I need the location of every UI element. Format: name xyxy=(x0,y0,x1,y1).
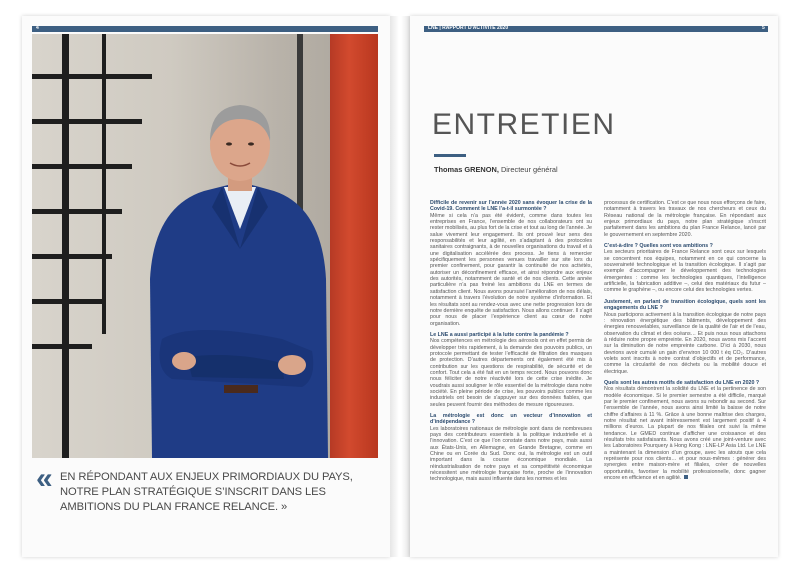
title-underline xyxy=(434,154,466,157)
stair-step xyxy=(32,254,112,259)
open-quote-icon: « xyxy=(36,462,53,495)
interview-answer: Les laboratoires nationaux de métrologie sont dans de nombreuses pays des contributeurs essentiels à la politique industrielle et à l’innovation. C’est ce que l’on constate dans notre pays, mais aussi aux États-Unis, en Allemagne, en Grande Bretagne, comme en Chine ou en Corée du Sud. Donc oui, la métrologie est un outil important dans la course économique mondiale. La réindustrialisation de notre pays et sa compétitivité économique nécessitent une métrologie française forte, proche de l’innovation technologique, mais aussi influente dans les normes et les xyxy=(430,425,592,483)
pull-quote-text: EN RÉPONDANT AUX ENJEUX PRIMORDIAUX DU PAYS, NOTRE PLAN STRATÉGIQUE S’INSCRIT DANS LES AMBITIONS DU PLAN FRANCE RELANCE. xyxy=(60,471,353,513)
right-page xyxy=(410,16,778,557)
interview-question: Quels sont les autres motifs de satisfaction du LNE en 2020 ? xyxy=(604,379,760,386)
interview-question: Le LNE a aussi participé à la lutte contre la pandémie ? xyxy=(430,331,569,338)
close-quote-icon: » xyxy=(281,501,288,513)
interview-question: C’est-à-dire ? Quelles sont vos ambitions ? xyxy=(604,243,713,250)
interview-question: Difficile de revenir sur l’année 2020 sans évoquer la crise de la Covid-19. Comment le LNE l’a-t-il surmontée ? xyxy=(430,200,592,213)
interview-answer: Même si cela n’a pas été évident, comme dans toutes les entreprises en France, l’ensemble de nos collaborateurs ont su rester mobilisés, au plus fort de la crise et tout au long de l’année. Je salue vivement leur engagement. Ils ont prouvé leur sens des responsabilités et leur agilité, en s’adaptant à des protocoles sanitaires contraignants, à de nouvelles organisations du travail et à une digitalisation accélérée des process. Je tiens à remercier spécifiquement les personnes venues travailler sur site lors du premier confinement, pour garantir la continuité de nos activités, autoriser un déconfinement efficace, et ainsi répondre aux enjeux des autorités, notamment de santé et de nos clients. Cette année particulière n’a pas freiné les ambitions du LNE en termes de satisfaction client. Nous avons poursuivi l’amélioration de nos délais, notamment à travers l’évolution de notre système d’information. Et les résultats sont au rendez-vous avec une nette progression lors de notre dernière enquête de satisfaction. Nous allons continuer. Il s’agit pour nous de placer l’expérience client au cœur de notre organisation. xyxy=(430,212,592,327)
interviewee-name: Thomas GRENON, xyxy=(434,165,499,174)
interview-question: La métrologie est donc un vecteur d’innovation et d’indépendance ? xyxy=(430,413,592,426)
stair-step xyxy=(32,209,122,214)
interviewee-role: Directeur général xyxy=(498,165,558,174)
left-page xyxy=(22,16,390,557)
page-number: 5 xyxy=(762,25,765,31)
interview-answer: Nous participons activement à la transition écologique de notre pays : rénovation énergétique des bâtiments, développement des énergies renouvelables, surveillance de la qualité de l’air et de l’eau, observation du climat et des océans… Et puis nous nous attachons à réduire notre propre empreinte. En 2020, nous avons mis l’accent sur la diminution de notre empreinte carbone. D’ici à 2030, nous devrions avoir cumulé un gain d’environ 10 000 t éq CO₂. D’autres volets sont inscrits à notre contrat d’objectifs et de performance, comme la circularité de nos déchets ou la mobilité douce et électrique. xyxy=(604,311,766,375)
header-text: LNE | RAPPORT D'ACTIVITÉ 2020 xyxy=(428,25,509,31)
text-column-left xyxy=(430,200,592,483)
interview-answer: processus de certification. C’est ce que nous nous efforçons de faire, notamment à travers les travaux de nos chercheurs et ceux du Réseau national de la métrologie française. En répondant aux enjeux primordiaux du pays, notre plan stratégique s’inscrit parfaitement dans les ambitions du plan France Relance, lancé par le gouvernement en septembre 2020. xyxy=(604,200,766,238)
interviewee-line xyxy=(434,165,558,174)
interview-answer: Les secteurs prioritaires de France Relance sont ceux sur lesquels se concentrent nos équipes, notamment en ce qui concerne la souveraineté technologique et la transition écologique. Il s’agit par exemple d’accompagner le développement des technologies émergentes : comme les technologies quantiques, l’intelligence artificielle, la fabrication additive –, celui des matériaux du futur – comme le graphène –, ou encore celui des technologies vertes. xyxy=(604,249,766,294)
stair-step xyxy=(32,344,92,349)
header-bar xyxy=(32,26,378,32)
page-number: 4 xyxy=(36,25,39,31)
person-illustration xyxy=(132,89,342,458)
text-column-right xyxy=(604,200,766,481)
interview-question: Justement, en parlant de transition écologique, quels sont les engagements du LNE ? xyxy=(604,298,766,312)
stair-step xyxy=(32,74,152,79)
portrait-photo xyxy=(32,34,378,458)
end-mark-icon xyxy=(684,475,688,479)
pull-quote xyxy=(60,470,378,515)
stair-post xyxy=(102,34,106,334)
stair-step xyxy=(32,119,142,124)
stair-step xyxy=(32,164,132,169)
interview-answer: Nos résultats démontrent la solidité du LNE et la pertinence de son modèle économique. Si le premier semestre a été difficile, marqué par le premier confinement, nous avons su rebondir au second. Sur l’ensemble de l’année, nous avons ainsi limité la baisse de notre chiffre d’affaires à 11 %. Grâce à une bonne maîtrise des charges, notre résultat net avant intéressement est largement positif à 4 millions d’euros. La plupart de nos filiales ont suivi la même tendance. Le GMED continue d’afficher une croissance et des résultats très satisfaisants. Nous avons créé une joint-venture avec les Laboratoires Pourquery à Hong Kong : LNE-LP Asia Ltd. Le LNE a maintenant la dimension d’un groupe, avec les atouts que cela représente pour nos clients… et pour nous-mêmes : générer des synergies entre maison-mère et filiales, créer de nouvelles opportunités, favoriser la mobilité professionnelle, donc gagner encore en efficience et en agilité. xyxy=(604,386,766,482)
interview-answer: Nos compétences en métrologie des aérosols ont en effet permis de développer très rapidement, à la demande des pouvoirs publics, un protocole permettant de tester l’efficacité de filtration des masques de protection. D’autres départements ont également été mis à contribution sur les questions de respirabilité, de sécurité et de confort. Tout cela a été fait en un temps record. Nous pouvons donc nous féliciter de notre réactivité lors de cette crise inédite. Je voudrais aussi souligner le rôle essentiel de la métrologie dans notre société. En pleine période de crise, les pouvoirs publics comme les industriels ont besoin de s’appuyer sur des données fiables, que seules peuvent fournir des méthodes de mesure rigoureuses. xyxy=(430,338,592,408)
spine xyxy=(390,16,410,557)
stair-step xyxy=(32,299,102,304)
stair-post xyxy=(62,34,69,458)
page-title: ENTRETIEN xyxy=(432,108,616,141)
interview-answer-final xyxy=(604,386,766,481)
